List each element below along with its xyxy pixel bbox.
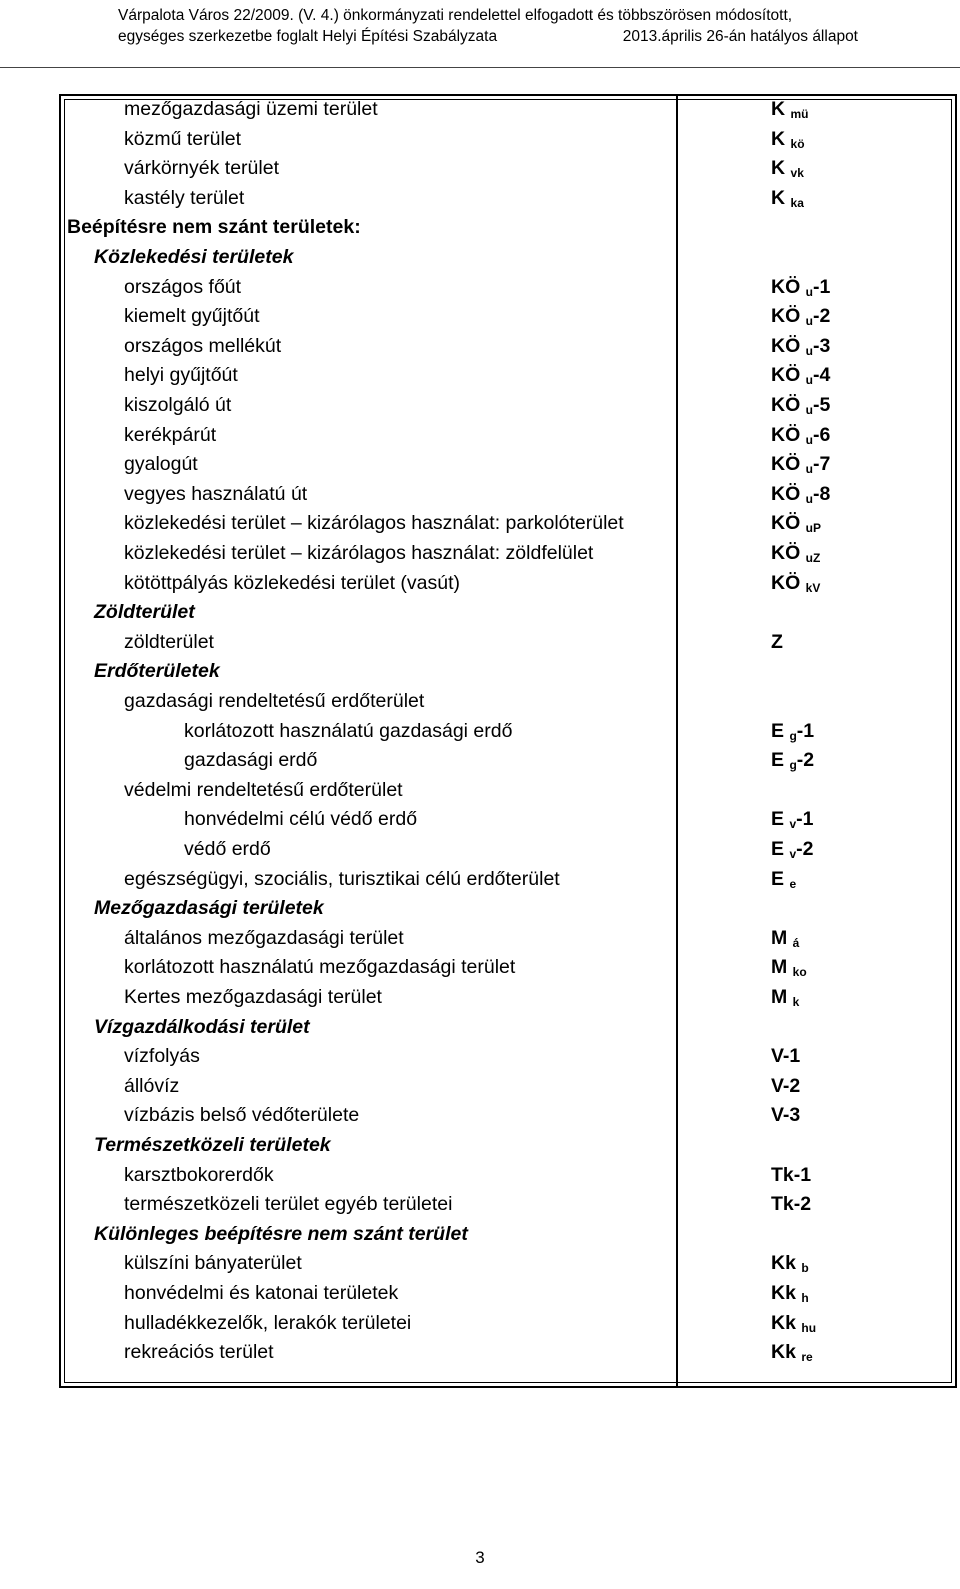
row-code-subscript: g: [789, 758, 797, 773]
header-line2-right: 2013.április 26-án hatályos állapot: [622, 28, 858, 45]
table-row: [61, 272, 959, 302]
row-code-subscript: u: [805, 314, 814, 329]
table-row: [61, 1308, 959, 1338]
row-code-subscript: h: [801, 1291, 809, 1305]
table-row: [61, 1189, 959, 1219]
table-row: [61, 331, 959, 361]
row-term: vízbázis belső védőterülete: [124, 1104, 360, 1127]
row-term: honvédelmi célú védő erdő: [184, 808, 418, 831]
row-code-main: E: [771, 838, 785, 860]
header-line1: Várpalota Város 22/2009. (V. 4.) önkormányzati rendelettel elfogadott és többszörösen módosított,: [118, 7, 793, 24]
row-term: korlátozott használatú mezőgazdasági terület: [124, 956, 516, 979]
row-term: Közlekedési területek: [94, 246, 294, 268]
row-code-subscript: v: [789, 817, 797, 832]
row-code-subscript: e: [789, 876, 797, 891]
row-term: honvédelmi és katonai területek: [124, 1282, 399, 1304]
row-code-main: E: [771, 719, 785, 742]
row-term: kerékpárút: [124, 423, 217, 446]
row-code-main: K: [771, 98, 786, 120]
table-row: [61, 183, 959, 213]
row-code: [771, 1160, 811, 1190]
row-code-suffix: -8: [813, 482, 831, 505]
table-row: [61, 893, 959, 923]
row-code-main: KÖ: [771, 482, 801, 505]
row-code-main: Kk: [771, 1311, 796, 1334]
row-term: Természetközeli területek: [94, 1134, 331, 1156]
row-code-main: KÖ: [771, 423, 801, 446]
row-code-suffix: -7: [813, 453, 831, 476]
row-code-main: M: [771, 986, 788, 1008]
row-term: állóvíz: [124, 1074, 180, 1097]
row-code-suffix: -2: [796, 749, 815, 772]
row-code-subscript: u: [805, 284, 814, 299]
row-code-subscript: u: [805, 491, 814, 506]
table-row: [61, 982, 959, 1012]
row-term: közlekedési terület – kizárólagos használat: parkolóterület: [124, 512, 624, 535]
row-code-main: KÖ: [771, 512, 801, 535]
row-code-subscript: uZ: [805, 551, 821, 565]
row-code-subscript: vk: [790, 166, 804, 181]
table-row: [61, 242, 959, 272]
row-code-subscript: u: [805, 343, 814, 358]
row-code-subscript: á: [792, 935, 800, 950]
row-code-suffix: -5: [813, 394, 831, 416]
table-row: [61, 686, 959, 716]
row-code-main: KÖ: [771, 571, 801, 594]
row-code-main: Z: [771, 630, 783, 653]
table-row: [61, 864, 959, 894]
table-row: [61, 124, 959, 154]
row-code-subscript: k: [792, 995, 800, 1009]
row-term: egészségügyi, szociális, turisztikai célú erdőterület: [124, 867, 560, 890]
row-code-subscript: u: [805, 432, 814, 447]
row-term: országos mellékút: [124, 334, 282, 357]
row-code-main: Tk-1: [771, 1163, 812, 1186]
row-code-main: V-1: [771, 1045, 801, 1068]
row-term: Erdőterületek: [94, 660, 220, 683]
row-term: helyi gyűjtőút: [124, 364, 238, 387]
row-code-main: E: [771, 808, 785, 831]
row-code-subscript: v: [789, 847, 797, 861]
table-row: [61, 360, 959, 390]
table-row: [61, 775, 959, 805]
row-term: gazdasági erdő: [184, 749, 318, 772]
table-row: [61, 420, 959, 450]
row-code-main: E: [771, 867, 785, 890]
table-row: [61, 804, 959, 834]
row-term: gazdasági rendeltetésű erdőterület: [124, 690, 425, 712]
table-row: [61, 745, 959, 775]
row-term: természetközeli terület egyéb területei: [124, 1193, 453, 1216]
row-code-subscript: u: [805, 373, 814, 388]
row-term: közlekedési terület – kizárólagos használat: zöldfelület: [124, 542, 594, 564]
table-row: [61, 479, 959, 509]
table-row: [61, 1130, 959, 1160]
table-row: [61, 1278, 959, 1308]
row-code-main: K: [771, 157, 786, 180]
row-code-main: KÖ: [771, 334, 801, 357]
row-code-suffix: -4: [813, 364, 831, 387]
row-term: gyalogút: [124, 453, 198, 476]
row-code: [771, 1071, 800, 1101]
row-term: kiemelt gyűjtőút: [124, 305, 260, 328]
row-code-suffix: -3: [813, 334, 831, 357]
table-row: [61, 716, 959, 746]
row-term: vegyes használatú út: [124, 482, 308, 505]
header-rule: [0, 67, 960, 68]
table-row: [61, 1219, 959, 1249]
row-term: zöldterület: [124, 630, 214, 653]
row-code-subscript: ko: [792, 965, 807, 980]
row-code-subscript: ka: [790, 195, 804, 210]
row-code-suffix: -2: [813, 305, 831, 328]
row-code-main: K: [771, 127, 786, 150]
row-code-main: Kk: [771, 1282, 796, 1304]
row-code-subscript: b: [801, 1261, 809, 1276]
table-row: [61, 94, 959, 124]
table-row: [61, 153, 959, 183]
row-term: kötöttpályás közlekedési terület (vasút): [124, 571, 460, 594]
row-term: Beépítésre nem szánt területek:: [67, 216, 361, 239]
row-code-main: KÖ: [771, 453, 801, 476]
table-row: [61, 449, 959, 479]
row-term: kiszolgáló út: [124, 394, 232, 416]
table-row: [61, 923, 959, 953]
table-row: [61, 212, 959, 242]
row-code: [771, 1100, 800, 1130]
row-code-main: KÖ: [771, 305, 801, 328]
row-code: [771, 1041, 800, 1071]
row-term: várkörnyék terület: [124, 157, 279, 180]
row-code-main: V-3: [771, 1104, 801, 1127]
row-code-main: KÖ: [771, 542, 801, 564]
page-number: 3: [475, 1548, 485, 1567]
row-code-suffix: -1: [813, 275, 831, 298]
row-term: országos főút: [124, 275, 242, 298]
table-row: [61, 508, 959, 538]
table-row: [61, 1160, 959, 1190]
row-term: kastély terület: [124, 186, 245, 209]
row-code-suffix: -2: [796, 838, 814, 860]
row-code: [771, 627, 783, 657]
row-code-main: M: [771, 926, 788, 949]
row-code-subscript: g: [789, 728, 797, 743]
table-row: [61, 1071, 959, 1101]
row-code-main: Kk: [771, 1341, 796, 1364]
zoning-table: [59, 94, 957, 1388]
table-row: [61, 1041, 959, 1071]
row-code-main: V-2: [771, 1074, 801, 1097]
row-term: rekreációs terület: [124, 1341, 274, 1364]
row-code-main: KÖ: [771, 275, 801, 298]
row-code-suffix: -6: [813, 423, 831, 446]
table-row: [61, 597, 959, 627]
row-code-subscript: mü: [790, 107, 809, 121]
table-row: [61, 656, 959, 686]
row-term: Mezőgazdasági területek: [94, 897, 324, 920]
table-row: [61, 1337, 959, 1367]
row-code-suffix: -1: [796, 808, 814, 831]
row-code-subscript: kö: [790, 136, 805, 151]
row-code-main: KÖ: [771, 394, 801, 416]
row-term: karsztbokorerdők: [124, 1163, 274, 1186]
table-row: [61, 627, 959, 657]
row-code-main: Tk-2: [771, 1193, 812, 1216]
table-row: [61, 1012, 959, 1042]
row-code-main: M: [771, 956, 788, 979]
row-term: korlátozott használatú gazdasági erdő: [184, 719, 513, 742]
row-code-suffix: -1: [796, 719, 815, 742]
table-row: [61, 390, 959, 420]
table-row: [61, 1248, 959, 1278]
row-term: védelmi rendeltetésű erdőterület: [124, 778, 403, 801]
row-code-subscript: u: [805, 462, 814, 477]
row-term: általános mezőgazdasági terület: [124, 926, 404, 949]
row-term: Vízgazdálkodási terület: [94, 1015, 310, 1038]
table-row: [61, 538, 959, 568]
row-code: [771, 1189, 811, 1219]
table-row: [61, 1100, 959, 1130]
table-row: [61, 952, 959, 982]
row-code-subscript: uP: [805, 521, 822, 536]
table-row: [61, 834, 959, 864]
row-code: [771, 1337, 813, 1372]
row-code-subscript: kV: [805, 580, 821, 595]
row-term: külszíni bányaterület: [124, 1252, 302, 1275]
row-code-main: Kk: [771, 1252, 796, 1275]
row-term: Különleges beépítésre nem szánt terület: [94, 1222, 468, 1245]
header-line2-left: egységes szerkezetbe foglalt Helyi Építési Szabályzata: [118, 28, 498, 45]
row-code-subscript: u: [805, 403, 814, 417]
row-term: védő erdő: [184, 838, 271, 860]
row-code-subscript: re: [801, 1350, 813, 1365]
row-code-main: K: [771, 186, 786, 209]
row-term: mezőgazdasági üzemi terület: [124, 98, 378, 120]
row-term: vízfolyás: [124, 1045, 200, 1068]
table-row: [61, 301, 959, 331]
table-row: [61, 568, 959, 598]
row-code-subscript: hu: [801, 1320, 817, 1335]
row-code-main: KÖ: [771, 364, 801, 387]
row-term: közmű terület: [124, 127, 242, 150]
row-code-main: E: [771, 749, 785, 772]
row-term: Kertes mezőgazdasági terület: [124, 986, 382, 1008]
row-term: Zöldterület: [94, 601, 195, 624]
row-term: hulladékkezelők, lerakók területei: [124, 1311, 412, 1334]
